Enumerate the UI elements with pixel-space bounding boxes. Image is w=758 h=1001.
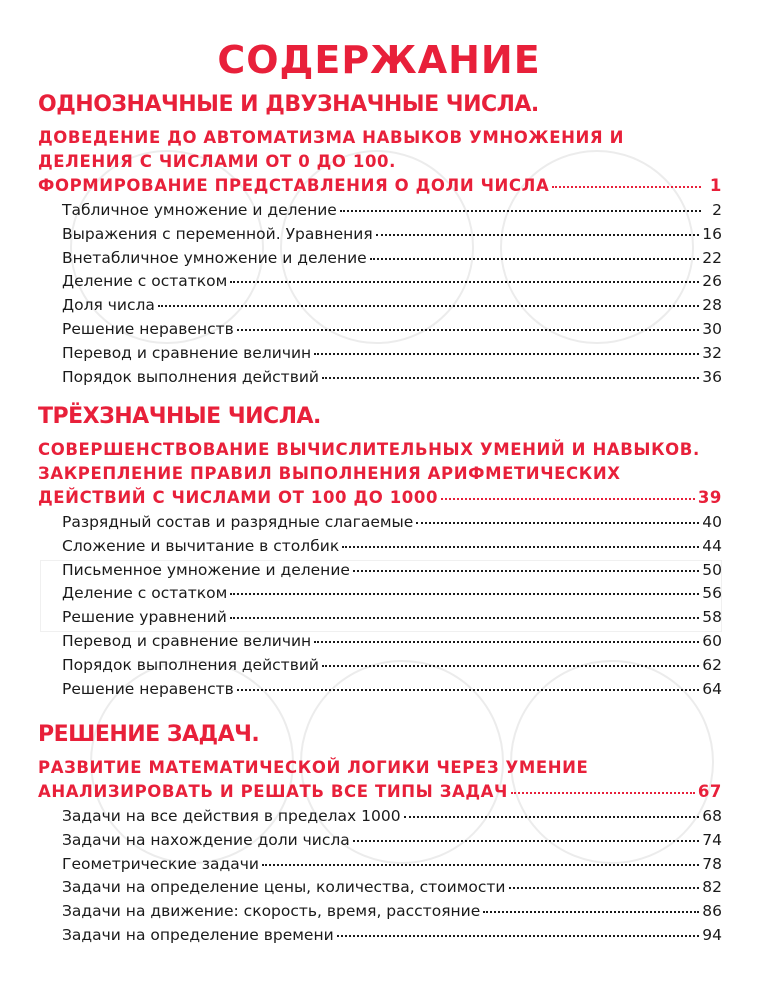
toc-entry[interactable] [62, 561, 722, 583]
dot-leader [416, 521, 699, 524]
dot-leader [511, 791, 695, 794]
toc-entry-page-number: 78 [702, 854, 722, 873]
toc-entry[interactable] [62, 608, 722, 630]
toc-entry-page-number: 39 [697, 488, 722, 507]
section-subtitle-line: ДЕЛЕНИЯ С ЧИСЛАМИ ОТ 0 ДО 100. [38, 152, 396, 171]
toc-entry-page-number: 58 [702, 608, 722, 627]
section-subtitle-line: СОВЕРШЕНСТВОВАНИЕ ВЫЧИСЛИТЕЛЬНЫХ УМЕНИЙ И НАВЫКОВ. [38, 440, 700, 459]
toc-entry-label: АНАЛИЗИРОВАТЬ И РЕШАТЬ ВСЕ ТИПЫ ЗАДАЧ [38, 782, 508, 801]
toc-entry-label: Решение уравнений [62, 608, 227, 627]
dot-leader [353, 839, 699, 842]
toc-entry-page-number: 64 [702, 679, 722, 698]
toc-entry-page-number: 94 [702, 926, 722, 944]
toc-entry-page-number: 74 [702, 830, 722, 849]
toc-entry[interactable] [62, 201, 722, 223]
toc-entry-label: Перевод и сравнение величин [62, 632, 312, 650]
dot-leader [340, 209, 701, 212]
dot-leader [237, 688, 699, 691]
toc-entry-page-number: 60 [702, 632, 722, 650]
toc-entry-page-number: 16 [702, 224, 722, 243]
toc-entry-page-number: 1 [709, 176, 722, 195]
dot-leader [342, 545, 699, 548]
toc-entry-page-number: 30 [702, 320, 722, 338]
dot-leader [314, 352, 699, 355]
toc-entry[interactable] [62, 926, 722, 948]
toc-entry-label: Сложение и вычитание в столбик [62, 536, 340, 555]
toc-entry-page-number: 44 [702, 536, 722, 555]
toc-entry-label: Доля числа [62, 296, 155, 315]
toc-entry[interactable] [62, 807, 722, 829]
toc-entry-page-number: 28 [702, 296, 722, 315]
toc-entry-label: Деление с остатком [62, 584, 228, 603]
dot-leader [370, 257, 700, 260]
toc-entry[interactable] [62, 902, 722, 924]
toc-entry-label: Выражения с переменной. Уравнения [62, 224, 373, 243]
toc-entry-label: Геометрические задачи [62, 854, 259, 873]
toc-entry-page-number: 62 [702, 655, 722, 674]
toc-entry-label: Табличное умножение и деление [62, 201, 337, 219]
toc-entry-page-number: 32 [702, 343, 722, 362]
toc-entry-label: Задачи на определение цены, количества, стоимости [62, 878, 506, 897]
toc-entry[interactable] [62, 513, 722, 535]
toc-entry-page-number: 40 [702, 513, 722, 531]
toc-entry-label: Перевод и сравнение величин [62, 343, 312, 362]
toc-entry-label: Письменное умножение и деление [62, 560, 350, 579]
toc-entry[interactable] [62, 680, 722, 702]
toc-entry-label: ДЕЙСТВИЙ С ЧИСЛАМИ ОТ 100 ДО 1000 [38, 488, 439, 507]
section-heading: ТРЁХЗНАЧНЫЕ ЧИСЛА. [38, 404, 321, 429]
dot-leader [337, 934, 700, 937]
section-heading: ОДНОЗНАЧНЫЕ И ДВУЗНАЧНЫЕ ЧИСЛА. [38, 92, 539, 117]
dot-leader [322, 376, 699, 379]
toc-entry-label: Задачи на все действия в пределах 1000 [62, 807, 401, 825]
section-subtitle-entry[interactable] [38, 488, 722, 510]
page-title: СОДЕРЖАНИЕ [217, 38, 541, 82]
toc-entry-label: Деление с остатком [62, 272, 228, 291]
toc-entry[interactable] [62, 831, 722, 853]
section-subtitle-entry[interactable] [38, 176, 722, 198]
toc-entry-page-number: 82 [702, 878, 722, 897]
toc-entry[interactable] [62, 855, 722, 877]
dot-leader [158, 304, 699, 307]
dot-leader [322, 664, 699, 667]
toc-entry-label: Решение неравенств [62, 679, 234, 698]
toc-entry-page-number: 36 [702, 367, 722, 386]
toc-entry[interactable] [62, 368, 722, 390]
toc-entry[interactable] [62, 296, 722, 318]
toc-entry[interactable] [62, 249, 722, 271]
dot-leader [483, 910, 699, 913]
section-subtitle-line: РАЗВИТИЕ МАТЕМАТИЧЕСКОЙ ЛОГИКИ ЧЕРЕЗ УМЕНИЕ [38, 758, 589, 777]
toc-entry-label: Разрядный состав и разрядные слагаемые [62, 513, 414, 531]
section-heading: РЕШЕНИЕ ЗАДАЧ. [38, 722, 260, 747]
toc-entry[interactable] [62, 272, 722, 294]
section-subtitle-line: ДОВЕДЕНИЕ ДО АВТОМАТИЗМА НАВЫКОВ УМНОЖЕНИЯ И [38, 128, 624, 147]
dot-leader [230, 616, 699, 619]
dot-leader [314, 640, 699, 643]
toc-entry-page-number: 67 [697, 782, 722, 801]
toc-entry-label: Решение неравенств [62, 320, 234, 338]
toc-entry-label: Порядок выполнения действий [62, 367, 319, 386]
dot-leader [509, 886, 700, 889]
toc-entry-label: Задачи на движение: скорость, время, расстояние [62, 902, 481, 921]
toc-entry-page-number: 68 [702, 807, 722, 825]
toc-entry-label: Задачи на определение времени [62, 926, 334, 944]
toc-entry[interactable] [62, 632, 722, 654]
dot-leader [353, 569, 699, 572]
toc-entry-label: Внетабличное умножение и деление [62, 248, 367, 267]
toc-entry-page-number: 2 [712, 201, 722, 219]
toc-entry[interactable] [62, 344, 722, 366]
toc-entry-label: ФОРМИРОВАНИЕ ПРЕДСТАВЛЕНИЯ О ДОЛИ ЧИСЛА [38, 176, 550, 195]
dot-leader [230, 592, 699, 595]
dot-leader [230, 280, 699, 283]
toc-entry-label: Задачи на нахождение доли числа [62, 830, 350, 849]
toc-entry-label: Порядок выполнения действий [62, 655, 319, 674]
toc-entry[interactable] [62, 225, 722, 247]
section-subtitle-line: ЗАКРЕПЛЕНИЕ ПРАВИЛ ВЫПОЛНЕНИЯ АРИФМЕТИЧЕСКИХ [38, 464, 621, 483]
dot-leader [376, 233, 700, 236]
dot-leader [441, 497, 695, 500]
toc-entry-page-number: 56 [702, 584, 722, 603]
toc-entry-page-number: 86 [702, 902, 722, 921]
dot-leader [237, 328, 699, 331]
dot-leader [552, 185, 701, 188]
toc-entry[interactable] [62, 656, 722, 678]
toc-entry[interactable] [62, 537, 722, 559]
dot-leader [262, 863, 699, 866]
toc-entry[interactable] [62, 878, 722, 900]
toc-entry[interactable] [62, 320, 722, 342]
toc-entry[interactable] [62, 584, 722, 606]
toc-entry-page-number: 22 [702, 248, 722, 267]
toc-entry-page-number: 26 [702, 272, 722, 291]
section-subtitle-entry[interactable] [38, 782, 722, 804]
dot-leader [404, 815, 700, 818]
toc-entry-page-number: 50 [702, 560, 722, 579]
